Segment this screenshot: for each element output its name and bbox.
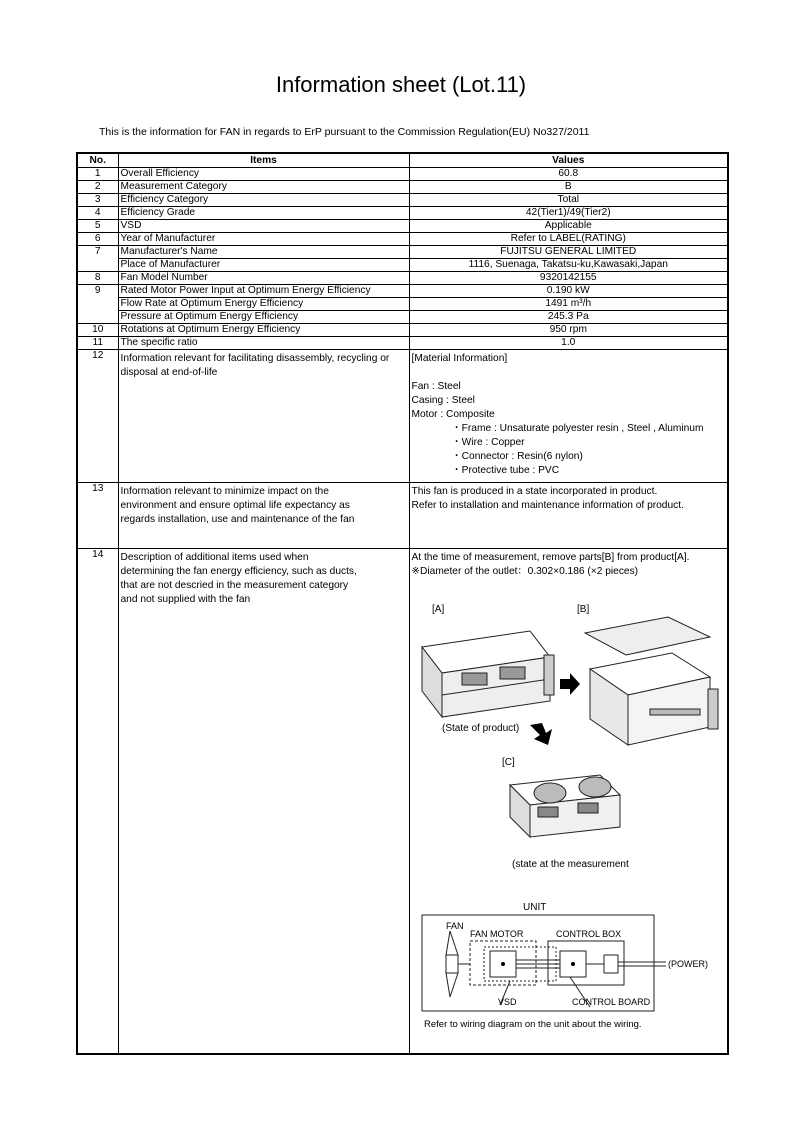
row14-value-line2: ※Diameter of the outlet：0.302×0.186 (×2 pieces): [411, 566, 639, 577]
row-item: Fan Model Number: [118, 272, 409, 285]
table-row: [77, 337, 728, 350]
measurement-figure: [410, 549, 728, 1052]
row13-value-line2: Refer to installation and maintenance information of product.: [411, 500, 684, 511]
table-row: [77, 194, 728, 207]
row-no: 6: [77, 233, 118, 246]
row-no: 2: [77, 181, 118, 194]
fan-motor-label: FAN MOTOR: [469, 929, 523, 939]
row-no: 9: [77, 285, 118, 324]
row-no: 4: [77, 207, 118, 220]
page-title: Information sheet (Lot.11): [275, 72, 527, 97]
row13-value-line1: This fan is produced in a state incorporated in product.: [411, 486, 658, 497]
row-item: The specific ratio: [118, 337, 409, 350]
table-row: [77, 311, 728, 324]
row-item: Efficiency Category: [118, 194, 409, 207]
row-item: Place of Manufacturer: [118, 259, 409, 272]
table-row: [77, 246, 728, 259]
row-item: Pressure at Optimum Energy Efficiency: [118, 311, 409, 324]
row-value: 0.190 kW: [409, 285, 728, 298]
row-item: Year of Manufacturer: [118, 233, 409, 246]
info-sheet: [76, 152, 727, 1055]
row-item: VSD: [118, 220, 409, 233]
row-item: Measurement Category: [118, 181, 409, 194]
header-values: Values: [409, 153, 728, 168]
table-row-12: [77, 350, 728, 483]
product-a-illustration: [422, 631, 554, 717]
row-item: Flow Rate at Optimum Energy Efficiency: [118, 298, 409, 311]
table-row: [77, 181, 728, 194]
material-motor: Motor : Composite: [411, 409, 495, 420]
label-b: [B]: [576, 604, 589, 615]
row-value: 950 rpm: [409, 324, 728, 337]
row14-value-line1: At the time of measurement, remove parts[B] from product[A].: [411, 552, 690, 563]
row-no: 5: [77, 220, 118, 233]
row-value: 1491 m³/h: [409, 298, 728, 311]
row-no: 11: [77, 337, 118, 350]
info-table: [76, 152, 729, 1055]
power-label: (POWER): [667, 959, 708, 969]
row-no: 8: [77, 272, 118, 285]
row-value: 42(Tier1)/49(Tier2): [409, 207, 728, 220]
row-value: Applicable: [409, 220, 728, 233]
table-row: [77, 272, 728, 285]
row-item: Rated Motor Power Input at Optimum Energy Efficiency: [118, 285, 409, 298]
row-value: 245.3 Pa: [409, 311, 728, 324]
row-value: FUJITSU GENERAL LIMITED: [409, 246, 728, 259]
table-row: [77, 259, 728, 272]
material-connector: ・Connector : Resin(6 nylon): [451, 451, 583, 462]
row-value: B: [409, 181, 728, 194]
material-info: [409, 350, 728, 483]
row-value: Refer to LABEL(RATING): [409, 233, 728, 246]
material-casing: Casing : Steel: [411, 395, 475, 406]
wiring-note: Refer to wiring diagram on the unit about the wiring.: [423, 1019, 642, 1030]
state-measurement-label: (state at the measurement: [511, 859, 629, 870]
material-tube: ・Protective tube : PVC: [451, 465, 560, 476]
vsd-label: VSD: [497, 997, 517, 1007]
row-no: 13: [77, 483, 118, 549]
row-value: Total: [409, 194, 728, 207]
panel-b-illustration: [585, 617, 710, 655]
fan-label: FAN: [445, 921, 464, 931]
material-fan: Fan : Steel: [411, 381, 461, 392]
row-value: 9320142155: [409, 272, 728, 285]
table-row: [77, 207, 728, 220]
row-no: 1: [77, 168, 118, 181]
row-value: 60.8: [409, 168, 728, 181]
table-row: [77, 233, 728, 246]
row-item: Manufacturer's Name: [118, 246, 409, 259]
product-open-illustration: [590, 653, 718, 745]
fan-symbol-icon: [446, 931, 458, 997]
fan-unit-c-illustration: [510, 775, 620, 837]
table-row: [77, 285, 728, 298]
control-box-label: CONTROL BOX: [555, 929, 621, 939]
table-row-13: [77, 483, 728, 549]
row-no: 7: [77, 246, 118, 272]
row-no: 12: [77, 350, 118, 483]
header-items: Items: [118, 153, 409, 168]
row-item: Overall Efficiency: [118, 168, 409, 181]
table-row: [77, 298, 728, 311]
row-item: Efficiency Grade: [118, 207, 409, 220]
arrow-down-icon: [530, 723, 552, 745]
table-row: [77, 168, 728, 181]
material-wire: ・Wire : Copper: [451, 437, 525, 448]
table-row: [77, 220, 728, 233]
row-value: 1116, Suenaga, Takatsu-ku,Kawasaki,Japan: [409, 259, 728, 272]
row-item: Description of additional items used when determining the fan energy efficiency, such as ducts, that are not descried in the measurement category and not supplied with the fan: [118, 549, 409, 1054]
material-header: [Material Information]: [411, 353, 508, 364]
header-no: No.: [77, 153, 118, 168]
intro-text: This is the information for FAN in regards to ErP pursuant to the Commission Regulation(EU) No327/2011: [99, 126, 590, 138]
label-a: [A]: [431, 604, 444, 615]
row-no: 3: [77, 194, 118, 207]
row-item: Information relevant to minimize impact on the environment and ensure optimal life expectancy as regards installation, use and maintenance of the fan: [118, 483, 409, 549]
control-board-label: CONTROL BOARD: [571, 997, 650, 1007]
measurement-cell: [409, 549, 728, 1054]
arrow-right-icon: [560, 673, 580, 695]
row-value: [409, 483, 728, 549]
row-no: 14: [77, 549, 118, 1054]
table-row: [77, 324, 728, 337]
row-item: Rotations at Optimum Energy Efficiency: [118, 324, 409, 337]
row-no: 10: [77, 324, 118, 337]
table-row-14: [77, 549, 728, 1054]
state-of-product-label: (State of product): [441, 723, 519, 734]
label-c: [C]: [501, 757, 515, 768]
material-frame: ・Frame : Unsaturate polyester resin , Steel , Aluminum: [451, 423, 704, 434]
unit-label: UNIT: [522, 902, 546, 913]
row-item: Information relevant for facilitating disassembly, recycling or disposal at end-of-life: [118, 350, 409, 483]
row-value: 1.0: [409, 337, 728, 350]
